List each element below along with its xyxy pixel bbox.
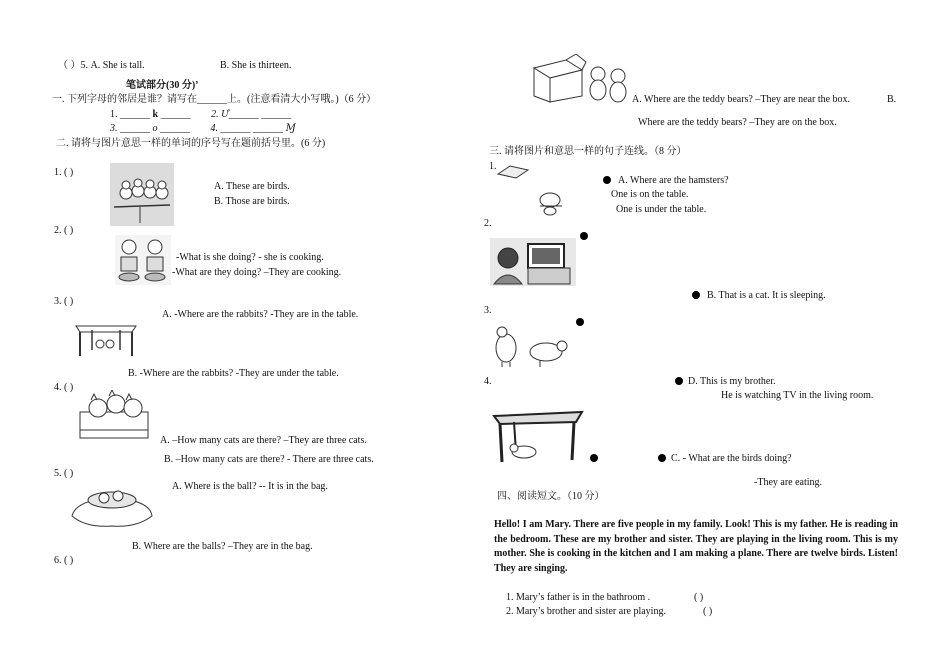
- q5-option-b: B. Where are the balls? –They are in the bag.: [132, 541, 313, 552]
- cooking-children-image: [115, 235, 171, 285]
- option-c-line-2: -They are eating.: [754, 477, 823, 488]
- statement-2-blank[interactable]: ( ): [703, 606, 713, 617]
- section-3-title: 三. 请将图片和意思一样的句子连线。（8 分）: [489, 146, 687, 157]
- match-dot-d[interactable]: [675, 377, 683, 385]
- match-number-3: 3.: [484, 305, 492, 316]
- boy-watching-tv-image: [490, 238, 576, 286]
- q2-number: 2. ( ): [54, 225, 74, 236]
- q4-option-a: A. –How many cats are there? –They are three cats.: [160, 435, 367, 446]
- match-number-1: 1.: [489, 161, 497, 172]
- option-b: B. That is a cat. It is sleeping.: [707, 290, 826, 301]
- q5-option-a: A. Where is the ball? -- It is in the bag.: [172, 481, 328, 492]
- written-section-title: 笔试部分(30 分)’: [126, 80, 199, 91]
- option-a-line-2: One is under the table.: [616, 204, 707, 215]
- option-c: C. - What are the birds doing?: [671, 453, 792, 464]
- match-dot-b[interactable]: [692, 291, 700, 299]
- bears-option-a: A. Where are the teddy bears? –They are near the box.: [632, 94, 851, 105]
- bears-option-b: Where are the teddy bears? –They are on the box.: [638, 117, 837, 128]
- section-4-title: 四、阅读短文。（10 分）: [497, 491, 605, 502]
- rabbits-under-table-image: [72, 318, 140, 358]
- q3-number: 3. ( ): [54, 296, 74, 307]
- q2-option-a: -What is she doing? - she is cooking.: [176, 252, 324, 263]
- q1-number: 1. ( ): [54, 167, 74, 178]
- section-1-title: 一. 下列字母的邻居是谁？请写在______上。(注意看清大小写哦。)（6 分）: [52, 94, 377, 105]
- letter-row-2: 3. ______ o ______ 4. ______ ______ Ɱ: [110, 123, 296, 134]
- option-a-line-1: One is on the table.: [611, 189, 689, 200]
- match-dot-a[interactable]: [603, 176, 611, 184]
- q5-prev-a: （ ）5. A. She is tall.: [58, 60, 145, 71]
- statement-2: 2. Mary’s brother and sister are playing.: [506, 606, 666, 617]
- cat-under-table-image: [490, 408, 586, 464]
- hamster-image: [536, 190, 566, 216]
- q2-option-b: -What are they doing? –They are cooking.: [172, 267, 342, 278]
- birds-eating-image: [488, 322, 578, 368]
- teddy-bears-box-image: [526, 54, 634, 104]
- option-d: D. This is my brother.: [688, 376, 776, 387]
- reading-passage: Hello! I am Mary. There are five people in my family. Look! This is my father. He is reading in the bedroom. These are my brother and sister. They are playing in the living room. This is my mother. She is cooking in the kitchen and I am making a plane. There are twelve birds. Listen! They are singing.: [494, 519, 898, 574]
- option-d-line-2: He is watching TV in the living room.: [721, 390, 874, 401]
- match-dot-c[interactable]: [658, 454, 666, 462]
- letter-row-1: 1. ______ k ______ 2. Ư______ ______: [110, 109, 292, 120]
- q5-prev-b: B. She is thirteen.: [220, 60, 292, 71]
- q6-number: 6. ( ): [54, 555, 74, 566]
- q1-option-b: B. Those are birds.: [214, 196, 290, 207]
- balls-in-bag-image: [66, 486, 158, 530]
- q4-number: 4. ( ): [54, 382, 74, 393]
- q5-number: 5. ( ): [54, 468, 74, 479]
- q3-option-a: A. -Where are the rabbits? -They are in the table.: [162, 309, 359, 320]
- match-number-4: 4.: [484, 376, 492, 387]
- small-picture-1: [496, 164, 530, 180]
- statement-1: 1. Mary’s father is in the bathroom .: [506, 592, 651, 603]
- three-cats-image: [78, 390, 150, 442]
- option-a: A. Where are the hamsters?: [618, 175, 729, 186]
- q1-option-a: A. These are birds.: [214, 181, 290, 192]
- q3-option-b: B. -Where are the rabbits? -They are under the table.: [128, 368, 339, 379]
- bears-option-b-label: B.: [887, 94, 897, 105]
- birds-on-branch-image: [110, 163, 174, 226]
- match-dot-2[interactable]: [580, 232, 588, 240]
- q4-option-b: B. –How many cats are there? - There are three cats.: [164, 454, 374, 465]
- section-2-title: 二. 请将与图片意思一样的单词的序号写在题前括号里。(6 分): [56, 138, 326, 149]
- statement-1-blank[interactable]: ( ): [694, 592, 704, 603]
- match-number-2: 2.: [484, 218, 492, 229]
- match-dot-4[interactable]: [590, 454, 598, 462]
